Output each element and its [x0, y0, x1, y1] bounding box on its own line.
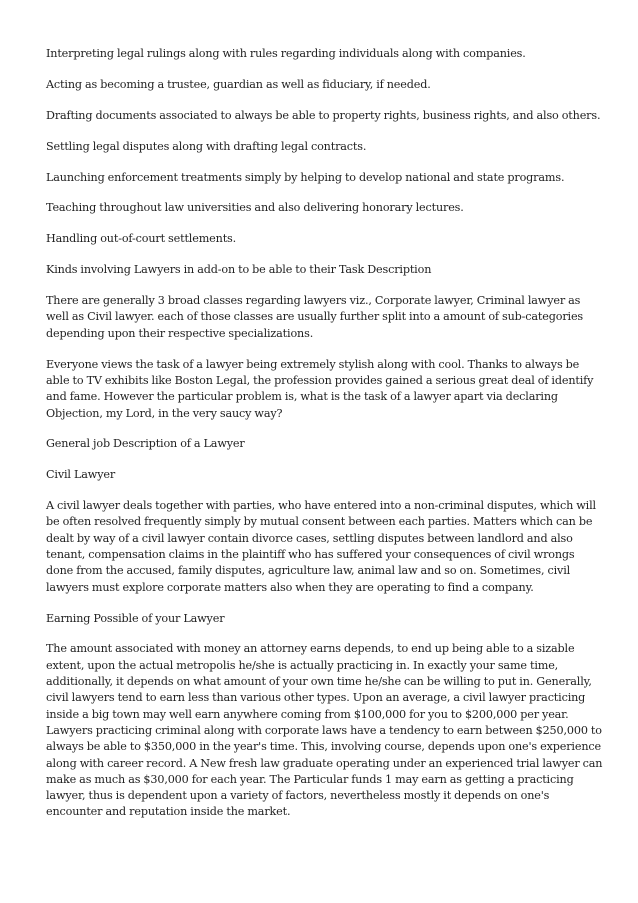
- text-line: well as Civil lawyer. each of those classes are usually further split into a amount of sub-categories: [46, 310, 584, 324]
- text-line: done from the accused, family disputes, agriculture law, animal law and so on. Sometimes, civil: [46, 564, 571, 578]
- paragraph: [46, 641, 603, 820]
- section-heading: [46, 467, 594, 483]
- text-line: civil lawyers tend to earn less than various other types. Upon an average, a civil lawyer practicing: [46, 691, 586, 705]
- text-line: Settling legal disputes along with drafting legal contracts.: [46, 139, 367, 153]
- paragraph: [46, 139, 594, 155]
- text-line: Launching enforcement treatments simply by helping to develop national and state programs.: [46, 170, 565, 184]
- section-heading: [46, 436, 594, 452]
- section-heading: [46, 262, 594, 278]
- text-line: A civil lawyer deals together with parties, who have entered into a non-criminal disputes, which will: [46, 499, 596, 513]
- document-page: [46, 46, 603, 835]
- text-line: lawyers must explore corporate matters also when they are operating to find a company.: [46, 580, 534, 594]
- text-line: Lawyers practicing criminal along with corporate laws have a tendency to earn between $250,000 to: [46, 723, 602, 737]
- text-line: lawyer, thus is dependent upon a variety of factors, nevertheless mostly it depends on one's: [46, 789, 550, 803]
- text-line: and fame. However the particular problem is, what is the task of a lawyer apart via declaring: [46, 390, 558, 404]
- text-line: depending upon their respective specializations.: [46, 326, 314, 340]
- text-line: Handling out-of-court settlements.: [46, 232, 237, 246]
- text-line: Objection, my Lord, in the very saucy way?: [46, 406, 283, 420]
- text-line: inside a big town may well earn anywhere coming from $100,000 for you to $200,000 per year.: [46, 707, 569, 721]
- text-line: Interpreting legal rulings along with rules regarding individuals along with companies.: [46, 47, 526, 60]
- text-line: Acting as becoming a trustee, guardian as well as fiduciary, if needed.: [46, 77, 431, 91]
- text-line: Kinds involving Lawyers in add-on to be able to their Task Description: [46, 263, 432, 277]
- paragraph: [46, 108, 601, 124]
- paragraph: [46, 46, 594, 62]
- text-line: There are generally 3 broad classes regarding lawyers viz., Corporate lawyer, Criminal lawyer as: [46, 294, 581, 308]
- paragraph: [46, 293, 594, 342]
- text-line: dealt by way of a civil lawyer contain divorce cases, settling disputes between landlord and also: [46, 531, 573, 545]
- text-line: be often resolved frequently simply by mutual consent between each parties. Matters which can be: [46, 515, 593, 529]
- text-line: make as much as $30,000 for each year. The Particular funds 1 may earn as getting a practicing: [46, 772, 574, 786]
- text-line: Teaching throughout law universities and also delivering honorary lectures.: [46, 201, 464, 215]
- paragraph: [46, 231, 594, 247]
- text-line: additionally, it depends on what amount of your own time he/she can be willing to put in. Generally,: [46, 675, 592, 689]
- text-line: always be able to $350,000 in the year's time. This, involving course, depends upon one's experience: [46, 740, 601, 754]
- text-line: Civil Lawyer: [46, 468, 116, 482]
- paragraph: [46, 77, 594, 93]
- paragraph: [46, 498, 594, 596]
- text-line: Earning Possible of your Lawyer: [46, 611, 225, 625]
- section-heading: [46, 611, 594, 627]
- text-line: along with career record. A New fresh law graduate operating under an experienced trial lawyer can: [46, 756, 603, 770]
- text-line: tenant, compensation claims in the plaintiff who has suffered your consequences of civil wrongs: [46, 548, 575, 562]
- text-line: General job Description of a Lawyer: [46, 437, 245, 451]
- paragraph: [46, 200, 594, 216]
- text-line: extent, upon the actual metropolis he/she is actually practicing in. In exactly your same time,: [46, 658, 559, 672]
- paragraph: [46, 170, 594, 186]
- text-line: able to TV exhibits like Boston Legal, the profession provides gained a serious great deal of identify: [46, 373, 594, 387]
- paragraph: [46, 357, 594, 422]
- text-line: The amount associated with money an attorney earns depends, to end up being able to a sizable: [46, 642, 575, 656]
- text-line: Everyone views the task of a lawyer being extremely stylish along with cool. Thanks to always be: [46, 357, 580, 371]
- text-line: Drafting documents associated to always be able to property rights, business rights, and also others.: [46, 108, 601, 122]
- text-line: encounter and reputation inside the market.: [46, 805, 291, 819]
